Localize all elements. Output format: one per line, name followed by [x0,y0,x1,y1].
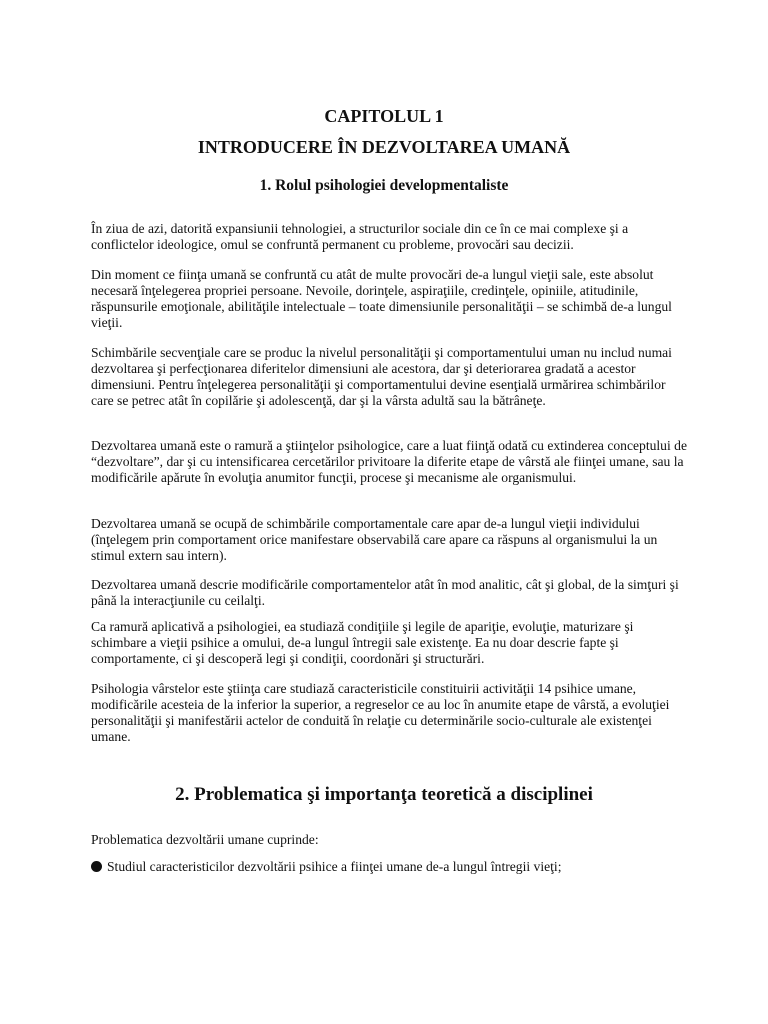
paragraph: Schimbările secvenţiale care se produc la nivelul personalităţii şi comportamentului uman nu includ numai dezvoltarea şi perfecţionarea diferitelor dimensiuni ale acestora, dar şi deteriorarea gradată a acestor dimensiuni. Pentru înţelegerea personalităţii şi comportamentului devine esenţială urmărirea schimbărilor care se petrec atât în copilărie şi adolescenţă, dar şi la vârsta adultă sau la bătrâneţe. [91,345,672,408]
bullet-list-item [91,859,691,875]
paragraph: Psihologia vârstelor este ştiinţa care studiază caracteristicile constituirii activităţii 14 psihice umane, modificările acesteia de la inferior la superior, a regreselor ce au loc în anumite etape de vârstă, a evoluţiei personalităţii şi manifestării actelor de conduită în relaţie cu determinările socio-culturale ale existenţei umane. [91,681,670,744]
chapter-title: INTRODUCERE ÎN DEZVOLTAREA UMANĂ [197,137,571,157]
chapter-label: CAPITOLUL 1 [324,106,444,126]
paragraph: Dezvoltarea umană se ocupă de schimbările comportamentale care apar de-a lungul vieţii individului (înţelegem prin comportament orice manifestare observabilă care apare ca răspuns al organismului la un stimul extern sau intern). [91,516,658,563]
section-2-heading: 2. Problematica şi importanţa teoretică a disciplinei [175,784,593,805]
paragraph: Dezvoltarea umană descrie modificările comportamentelor atât în mod analitic, cât şi global, de la simţuri şi până la interacţiunile cu ceilalţi. [91,577,679,608]
bullet-icon [91,861,102,872]
section-intro: Problematica dezvoltării umane cuprinde: [91,832,319,847]
section-1-heading: 1. Rolul psihologiei developmentaliste [259,177,509,194]
paragraph: În ziua de azi, datorită expansiunii tehnologiei, a structurilor sociale din ce în ce mai complexe şi a conflictelor ideologice, omul se confruntă permanent cu probleme, provocări sau decizii. [91,221,629,252]
bullet-text: Studiul caracteristicilor dezvoltării psihice a fiinţei umane de-a lungul întregii vieţi; [107,859,562,874]
paragraph: Din moment ce fiinţa umană se confruntă cu atât de multe provocări de-a lungul vieţii sale, este absolut necesară înţelegerea propriei persoane. Nevoile, dorinţele, aspiraţiile, credinţele, opiniile, atitudinile, răspunsurile emoţionale, abilităţile intelectuale – toate dimensiunile personalităţii – se schimbă de-a lungul vieţii. [91,267,672,330]
paragraph: Ca ramură aplicativă a psihologiei, ea studiază condiţiile şi legile de apariţie, evoluţie, maturizare şi schimbare a vieţii psihice a omului, de-a lungul întregii sale existenţe. Ea nu doar descrie fapte şi comportamente, ci şi descoperă legi şi condiţii, coordonări şi structurări. [91,619,634,666]
paragraph: Dezvoltarea umană este o ramură a ştiinţelor psihologice, care a luat fiinţă odată cu extinderea conceptului de “dezvoltare”, dar şi cu intensificarea cercetărilor privitoare la diferite etape de vârstă ale fiinţei umane, sau la modificările apărute în evoluţia anumitor funcţii, procese şi mecanisme ale organismului. [91,438,687,485]
